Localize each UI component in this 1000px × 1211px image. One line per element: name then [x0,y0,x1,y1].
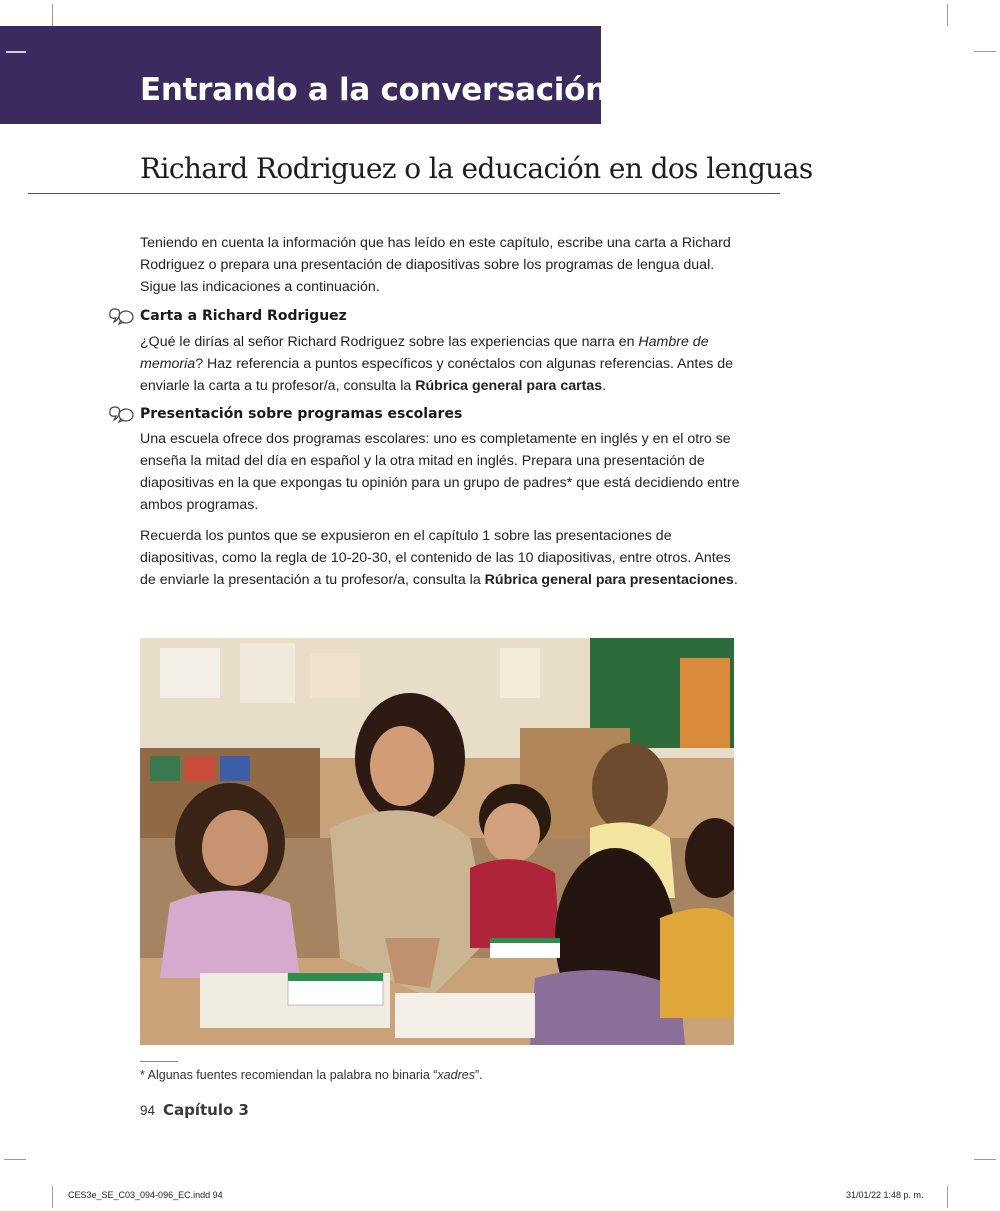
rubric-presentaciones: Rúbrica general para presentaciones [484,572,734,588]
crop-mark [52,4,53,26]
section-heading-presentacion: Presentación sobre programas escolares [140,406,463,422]
carta-text-a: ¿Qué le dirías al señor Richard Rodriguez sobre las experiencias que narra en [140,334,639,350]
footnote-text-a: * Algunas fuentes recomiendan la palabra no binaria “ [140,1068,438,1082]
page-title: Richard Rodriguez o la educación en dos lenguas [140,152,813,185]
banner-dash [6,51,26,53]
crop-mark [947,4,948,26]
classroom-photo [140,638,734,1045]
pair-work-icon [108,307,136,325]
title-rule [28,193,780,194]
recuerda-text-end: . [733,572,738,588]
crop-mark [947,1186,948,1208]
banner-title: Entrando a la conversación 1 [140,72,639,108]
carta-text-b: ? Haz referencia a puntos específicos y conéctalos con algunas referencias. Antes de enviarle la carta a tu profesor/a, consulta la [140,356,734,394]
crop-mark [52,1186,53,1208]
footnote [140,1068,483,1082]
section-heading-carta: Carta a Richard Rodriguez [140,308,347,324]
recuerda-text-a: Recuerda los puntos que se expusieron en el capítulo 1 sobre las presentaciones de diapositivas, como la regla de 10-20-30, el contenido de las 10 diapositivas, entre otros. Antes de enviarle la presentación a tu profesor/a, consulta la [140,528,731,588]
footnote-term: xadres [437,1068,475,1082]
chapter-label: Capítulo 3 [163,1101,249,1119]
page-number: 94 [140,1103,156,1118]
presentacion-paragraph: Una escuela ofrece dos programas escolares: uno es completamente en inglés y en el otro se enseña la mitad del día en español y la otra mitad en inglés. Prepara una presentación de diapositivas en la que expongas tu opinión para un grupo de padres* que está decidiendo entre ambos programas. [140,431,740,513]
crop-mark [4,1159,26,1160]
recuerda-paragraph [140,525,740,591]
book-title: Hambre de memoria [140,334,709,372]
carta-paragraph [140,331,740,397]
rubric-cartas: Rúbrica general para cartas [415,378,603,394]
carta-text-end: . [602,378,607,394]
footnote-rule [140,1061,178,1062]
crop-mark [974,1159,996,1160]
pair-work-icon [108,405,136,423]
slug-date: 31/01/22 1:48 p. m. [846,1190,924,1200]
footnote-text-b: ”. [474,1068,483,1082]
slug-file: CES3e_SE_C03_094-096_EC.indd 94 [68,1190,223,1200]
intro-paragraph: Teniendo en cuenta la información que has leído en este capítulo, escribe una carta a Richard Rodriguez o prepara una presentación de diapositivas sobre los programas de lengua dual. Sigue las indicaciones a continuación. [140,235,731,295]
crop-mark [974,51,996,52]
